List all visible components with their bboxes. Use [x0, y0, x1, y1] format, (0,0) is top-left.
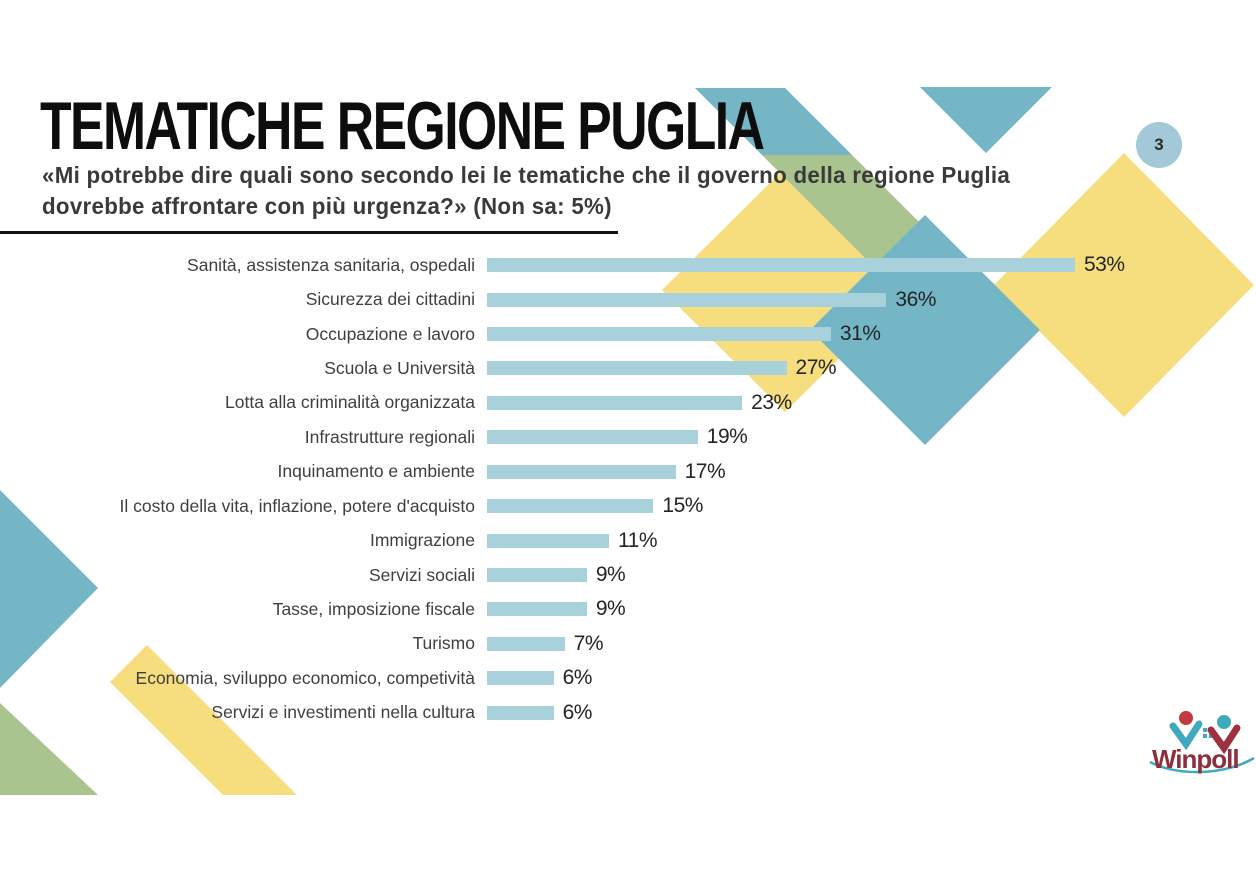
survey-question	[42, 160, 1010, 222]
bar	[487, 568, 587, 582]
value-label: 11%	[618, 528, 658, 552]
value-label: 27%	[795, 356, 837, 380]
value-label: 9%	[595, 597, 626, 621]
category-label: Tasse, imposizione fiscale	[272, 598, 475, 619]
category-label: Infrastrutture regionali	[304, 426, 475, 447]
bar-chart	[0, 248, 1256, 730]
page-number-badge	[1136, 122, 1182, 168]
bg-triangle-top-teal	[920, 87, 1052, 153]
category-label: Turismo	[412, 633, 475, 654]
category-label: Servizi e investimenti nella cultura	[211, 702, 475, 723]
page-number: 3	[1154, 135, 1164, 154]
chart-row	[0, 248, 1256, 282]
chart-row	[0, 627, 1256, 661]
value-label: 31%	[839, 322, 881, 346]
value-label: 6%	[562, 700, 592, 724]
logo-wordmark: Winpoll	[1152, 744, 1239, 774]
chart-row	[0, 695, 1256, 729]
chart-row	[0, 386, 1256, 420]
bar	[487, 671, 554, 685]
chart-row	[0, 558, 1256, 592]
chart-row	[0, 523, 1256, 557]
category-label: Sanità, assistenza sanitaria, ospedali	[187, 254, 475, 275]
chart-row	[0, 489, 1256, 523]
bar	[487, 396, 742, 410]
value-label: 7%	[573, 631, 604, 655]
survey-question-line1: «Mi potrebbe dire quali sono secondo lei le tematiche che il governo della regione Puglia	[42, 162, 1011, 188]
value-label: 53%	[1084, 253, 1125, 277]
category-label: Lotta alla criminalità organizzata	[225, 392, 475, 413]
category-label: Economia, sviluppo economico, competività	[135, 667, 475, 688]
category-label: Immigrazione	[369, 530, 475, 551]
survey-question-line2: dovrebbe affrontare con più urgenza?» (Non sa: 5%)	[42, 193, 612, 219]
bar	[487, 293, 886, 307]
chart-rows	[0, 248, 1256, 730]
chart-row	[0, 661, 1256, 695]
value-label: 17%	[684, 459, 726, 483]
chart-row	[0, 317, 1256, 351]
bar	[487, 465, 676, 479]
bar	[487, 534, 609, 548]
bar	[487, 499, 653, 513]
chart-row	[0, 351, 1256, 385]
title-divider	[0, 231, 618, 234]
bar	[487, 258, 1075, 272]
value-label: 6%	[562, 666, 592, 690]
bar	[487, 602, 587, 616]
bar	[487, 637, 565, 651]
value-label: 19%	[706, 425, 748, 449]
chart-row	[0, 420, 1256, 454]
bar	[487, 430, 698, 444]
category-label: Sicurezza dei cittadini	[305, 289, 475, 310]
bar	[487, 706, 554, 720]
value-label: 9%	[595, 563, 626, 586]
winpoll-logo-graphic	[1146, 706, 1256, 778]
value-label: 15%	[662, 494, 703, 518]
logo-person-red-icon	[1173, 711, 1199, 744]
value-label: 36%	[895, 287, 936, 311]
chart-row	[0, 282, 1256, 316]
category-label: Servizi sociali	[369, 564, 475, 585]
category-label: Scuola e Università	[324, 357, 475, 378]
chart-row	[0, 592, 1256, 626]
category-label: Il costo della vita, inflazione, potere d'acquisto	[119, 495, 475, 516]
category-label: Inquinamento e ambiente	[277, 461, 475, 482]
category-label: Occupazione e lavoro	[305, 323, 475, 344]
page-title: TEMATICHE REGIONE PUGLIA	[40, 88, 764, 164]
chart-row	[0, 455, 1256, 489]
winpoll-logo	[1146, 706, 1256, 783]
bar	[487, 327, 831, 341]
bar	[487, 361, 787, 375]
value-label: 23%	[751, 390, 792, 414]
